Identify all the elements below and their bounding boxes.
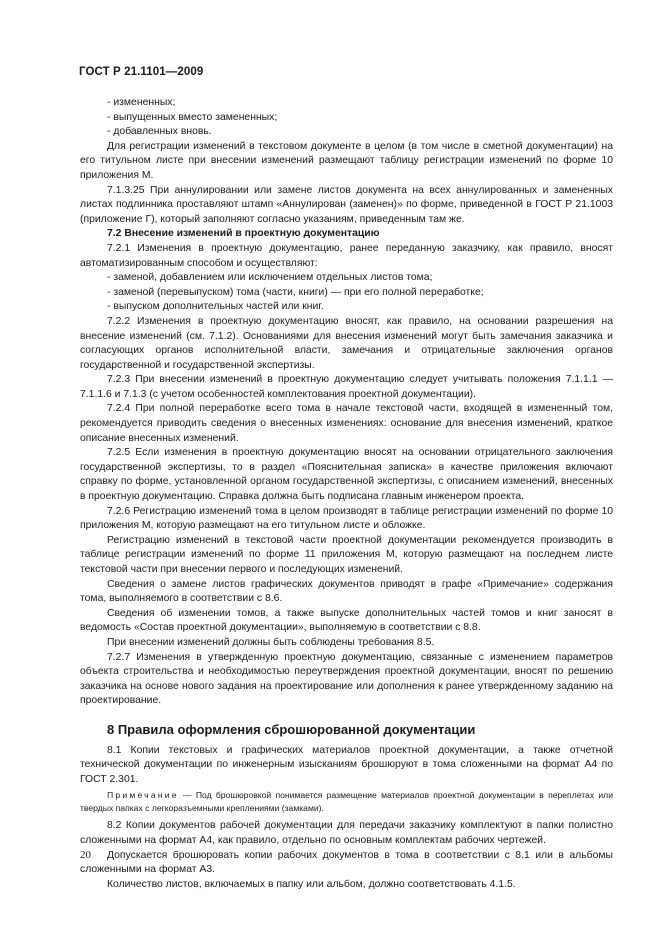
document-header: ГОСТ Р 21.1101—2009 <box>79 66 204 78</box>
paragraph: 8.1 Копии текстовых и графических материалов проектной документации, а также отчетной технической документации по инженерным изысканиям брошюруют в тома сложенными на формат А4 по ГОСТ 2.301. <box>80 744 613 785</box>
paragraph: Сведения об изменении томов, а также выпуске дополнительных частей томов и книг заносят в ведомость «Состав проектной документации», выполняемую в соответствии с 8.8. <box>80 607 613 634</box>
paragraph: 7.2.1 Изменения в проектную документацию, ранее переданную заказчику, как правило, вносят автоматизированным способом и осуществляют: <box>80 242 613 269</box>
paragraph: Для регистрации изменений в текстовом документе в целом (в том числе в сметной документации) на его титульном листе при внесении изменений размещают таблицу регистрации изменений по форме 10 приложения М. <box>80 140 613 181</box>
note-label: Примечание <box>107 790 179 801</box>
paragraph: 7.2.2 Изменения в проектную документацию вносят, как правило, на основании разрешения на внесение изменений (см. 7.1.2). Основаниями для внесения изменений могут быть замечания заказчика и согласующих органов исполнительной власти, замечания и отрицательные заключения органов государственной и государственной экспертизы. <box>80 315 613 371</box>
paragraph: Сведения о замене листов графических документов приводят в графе «Примечание» содержания тома, выполняемого в соответствии с 8.6. <box>80 578 613 605</box>
paragraph: Регистрацию изменений в текстовой части проектной документации рекомендуется производить в таблице регистрации изменений по форме 11 приложения М, которую размещают на последнем листе текстовой части при внесении первого и последующих изменений. <box>80 534 613 575</box>
section-heading: 8 Правила оформления сброшюрованной документации <box>107 721 476 737</box>
list-item: - добавленных вновь. <box>107 126 212 138</box>
paragraph: 7.2.4 При полной переработке всего тома в начале текстовой части, входящей в измененный том, рекомендуется приводить сведения о внесенных изменениях: основание для внесения изменений, краткое описание внесенных изменений. <box>80 403 613 444</box>
paragraph: При внесении изменений должны быть соблюдены требования 8.5. <box>107 636 435 648</box>
list-item: - выпуском дополнительных частей или книг. <box>107 301 324 313</box>
paragraph: 7.1.3.25 При аннулировании или замене листов документа на всех аннулированных и замененных листах подлинника проставляют штамп «Аннулирован (заменен)» по форме, приведенной в ГОСТ Р 21.1003 (приложение Г), который заполняют согласно указаниям, приведенным там же. <box>80 184 613 225</box>
list-item: - выпущенных вместо замененных; <box>107 111 278 123</box>
paragraph: Допускается брошюровать копии рабочих документов в тома в соответствии с 8.1 или в альбомы сложенными на формат А3. <box>80 849 613 876</box>
paragraph: 7.2.6 Регистрацию изменений тома в целом производят в таблице регистрации изменений по форме 10 приложения М, которую размещают на его титульном листе и обложке. <box>80 505 613 532</box>
paragraph: 8.2 Копии документов рабочей документации для передачи заказчику комплектуют в папки полистно сложенными на формат А4, как правило, отдельно по основным комплектам рабочих чертежей. <box>80 820 613 846</box>
paragraph: 7.2.7 Изменения в утвержденную проектную документацию, связанные с изменением параметров объекта строительства и необходимостью переутверждения проектной документации, вносят по решению заказчика на основе нового задания на проектирование или дополнения к ранее утвержденному заданию на проектирование. <box>80 651 613 707</box>
page-number: 20 <box>80 849 91 861</box>
subsection-heading: 7.2 Внесение изменений в проектную документацию <box>107 228 380 240</box>
page-body <box>80 96 613 892</box>
note-text: — Под брошюровкой понимается размещение материалов проектной документации в переплетах или твердых папках с легкоразъемными креплениями (замками). <box>80 790 613 814</box>
paragraph: 7.2.3 При внесении изменений в проектную документацию следует учитывать положения 7.1.1.1 — 7.1.1.6 и 7.1.3 (с учетом особенностей комплектования проектной документации). <box>80 374 613 400</box>
list-item: - измененных; <box>107 97 176 108</box>
paragraph: 7.2.5 Если изменения в проектную документацию вносят на основании отрицательного заключения государственной экспертизы, то в раздел «Пояснительная записка» в качестве приложения включают справку по форме, установленной органом государственной экспертизы, с описанием изменений, внесенных в проектную документацию. Справка должна быть подписана главным инженером проекта. <box>80 447 613 503</box>
list-item: - заменой, добавлением или исключением отдельных листов тома; <box>107 272 433 284</box>
paragraph: Количество листов, включаемых в папку или альбом, должно соответствовать 4.1.5. <box>107 878 516 890</box>
list-item: - заменой (перевыпуском) тома (части, книги) — при его полной переработке; <box>107 286 484 298</box>
note <box>80 789 613 815</box>
